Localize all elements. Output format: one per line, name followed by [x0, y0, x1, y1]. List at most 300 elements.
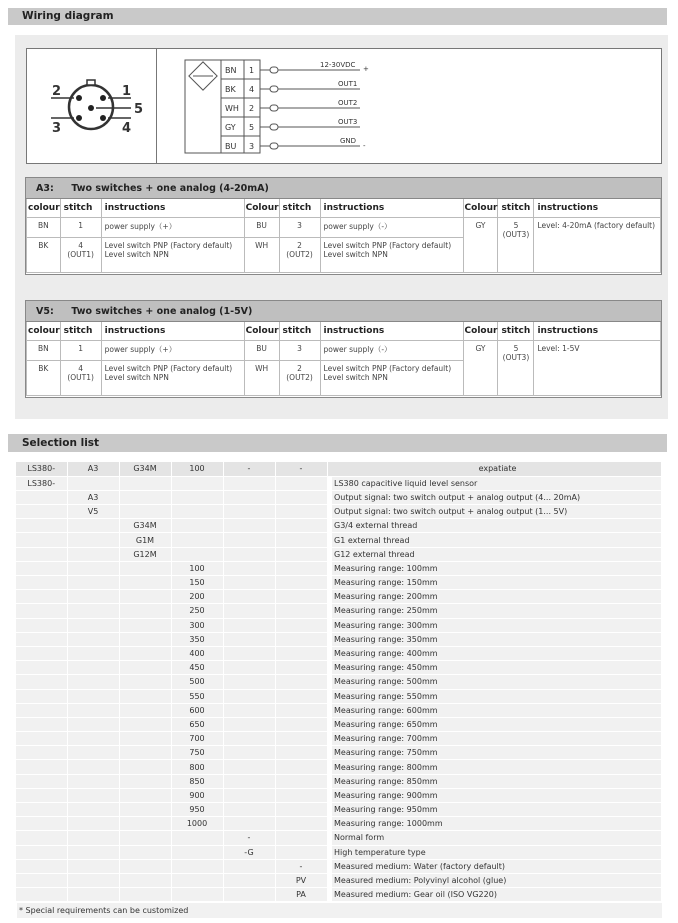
selection-row — [16, 604, 661, 618]
wire-pin-1: 1 — [249, 66, 255, 75]
selection-row — [16, 888, 661, 902]
selection-code-cell: - — [223, 462, 275, 476]
selection-code-cell — [16, 717, 67, 731]
selection-code-cell — [16, 831, 67, 845]
selection-code-cell — [275, 788, 327, 802]
selection-code-cell: 400 — [171, 646, 223, 660]
selection-code-cell — [67, 547, 119, 561]
selection-code-cell: 350 — [171, 632, 223, 646]
sensor-wiring-schematic — [180, 55, 380, 158]
selection-row — [16, 774, 661, 788]
selection-code-cell — [67, 845, 119, 859]
selection-code-cell: 200 — [171, 590, 223, 604]
cell-stitch: 1 — [60, 217, 101, 237]
selection-code-cell — [119, 873, 171, 887]
selection-code-cell — [119, 803, 171, 817]
selection-code-cell — [16, 547, 67, 561]
wiring-diagram-heading: Wiring diagram — [8, 8, 667, 25]
cell-stitch: 4 (OUT1) — [60, 237, 101, 272]
selection-code-cell — [119, 817, 171, 831]
selection-code-cell — [223, 873, 275, 887]
selection-code-cell — [119, 675, 171, 689]
cell-colour: BK — [27, 237, 61, 272]
selection-code-cell: A3 — [67, 462, 119, 476]
selection-code-cell — [67, 476, 119, 490]
wire-colour-gy: GY — [225, 123, 236, 132]
selection-code-cell — [67, 873, 119, 887]
selection-code-cell — [275, 817, 327, 831]
selection-code-cell — [67, 519, 119, 533]
selection-code-cell: 250 — [171, 604, 223, 618]
selection-code-cell — [67, 561, 119, 575]
selection-header-row — [16, 462, 661, 476]
selection-list-heading: Selection list — [8, 434, 667, 452]
col-header: stitch — [279, 322, 320, 340]
selection-code-cell — [16, 873, 67, 887]
selection-code-cell — [67, 817, 119, 831]
selection-code-cell — [67, 675, 119, 689]
selection-code-cell — [275, 561, 327, 575]
selection-code-cell — [16, 788, 67, 802]
selection-code-cell — [119, 661, 171, 675]
selection-code-cell — [223, 505, 275, 519]
selection-description-cell: High temperature type — [332, 845, 661, 859]
selection-code-cell — [223, 646, 275, 660]
selection-code-cell — [67, 788, 119, 802]
selection-code-cell — [67, 632, 119, 646]
selection-description-cell: G1 external thread — [332, 533, 661, 547]
selection-description-cell: Measuring range: 900mm — [332, 788, 661, 802]
col-header: instructions — [320, 322, 463, 340]
col-header: Colour — [244, 322, 279, 340]
selection-code-cell: G34M — [119, 519, 171, 533]
selection-code-cell — [67, 646, 119, 660]
selection-code-cell — [171, 490, 223, 504]
col-header: instructions — [534, 199, 661, 217]
selection-description-cell: Measuring range: 100mm — [332, 561, 661, 575]
selection-code-cell — [223, 618, 275, 632]
selection-code-cell — [275, 576, 327, 590]
col-header: Colour — [463, 322, 498, 340]
selection-row — [16, 646, 661, 660]
selection-description-cell: G12 external thread — [332, 547, 661, 561]
selection-description-cell: LS380 capacitive liquid level sensor — [332, 476, 661, 490]
selection-code-cell — [275, 646, 327, 660]
selection-code-cell — [275, 590, 327, 604]
selection-code-cell — [275, 717, 327, 731]
selection-row — [16, 632, 661, 646]
selection-code-cell — [223, 576, 275, 590]
wire-colour-bn: BN — [225, 66, 237, 75]
cell-instruction: power supply（-） — [320, 217, 463, 237]
selection-code-cell — [119, 590, 171, 604]
selection-description-cell: Measuring range: 750mm — [332, 746, 661, 760]
selection-row — [16, 590, 661, 604]
col-header: colour — [27, 322, 61, 340]
selection-row — [16, 803, 661, 817]
cell-instruction: power supply（-） — [320, 340, 463, 360]
cell-stitch: 3 — [279, 217, 320, 237]
selection-code-cell: -G — [223, 845, 275, 859]
selection-code-cell — [67, 604, 119, 618]
selection-code-cell — [119, 845, 171, 859]
selection-description-cell: Measuring range: 1000mm — [332, 817, 661, 831]
m12-connector-pinout — [26, 48, 157, 164]
wire-label-out3: OUT3 — [338, 118, 358, 126]
selection-code-cell — [223, 476, 275, 490]
selection-code-cell — [275, 519, 327, 533]
selection-row — [16, 760, 661, 774]
cell-colour: BK — [27, 360, 61, 395]
selection-code-cell: 100 — [171, 561, 223, 575]
selection-code-cell: 450 — [171, 661, 223, 675]
col-header: instructions — [320, 199, 463, 217]
wire-colour-bk: BK — [225, 85, 236, 94]
selection-code-cell — [67, 774, 119, 788]
selection-code-cell — [16, 561, 67, 575]
selection-code-cell — [16, 505, 67, 519]
selection-code-cell — [16, 632, 67, 646]
cell-instruction: Level: 1-5V — [534, 340, 661, 395]
selection-code-cell — [275, 632, 327, 646]
selection-code-cell — [223, 703, 275, 717]
selection-code-cell — [275, 533, 327, 547]
selection-code-cell — [67, 760, 119, 774]
selection-code-cell — [16, 689, 67, 703]
wire-colour-bu: BU — [225, 142, 237, 151]
cell-stitch: 5 (OUT3) — [498, 340, 534, 395]
selection-code-cell — [119, 746, 171, 760]
selection-description-cell: Measuring range: 200mm — [332, 590, 661, 604]
selection-code-cell: 750 — [171, 746, 223, 760]
selection-code-cell: PV — [275, 873, 327, 887]
selection-code-cell — [171, 831, 223, 845]
col-header: stitch — [498, 199, 534, 217]
selection-description-cell: Measured medium: Polyvinyl alcohol (glue) — [332, 873, 661, 887]
spec-table-v5 — [25, 300, 662, 398]
cell-stitch: 5 (OUT3) — [498, 217, 534, 272]
selection-code-cell — [223, 490, 275, 504]
selection-code-cell — [275, 604, 327, 618]
pin-label-4: 4 — [122, 121, 132, 136]
selection-row — [16, 505, 661, 519]
wire-pin-4: 4 — [249, 85, 255, 94]
selection-description-cell: Measured medium: Gear oil (ISO VG220) — [332, 888, 661, 902]
selection-code-cell — [119, 576, 171, 590]
selection-code-cell — [119, 505, 171, 519]
selection-code-cell — [16, 533, 67, 547]
selection-description-cell: Output signal: two switch output + analog output (4... 20mA) — [332, 490, 661, 504]
selection-code-cell — [16, 774, 67, 788]
selection-code-cell — [119, 703, 171, 717]
cell-colour: WH — [244, 360, 279, 395]
selection-row — [16, 703, 661, 717]
selection-code-cell — [275, 505, 327, 519]
selection-description-cell: expatiate — [332, 462, 661, 476]
selection-code-cell — [275, 774, 327, 788]
selection-code-cell: 800 — [171, 760, 223, 774]
selection-row — [16, 831, 661, 845]
selection-code-cell — [119, 717, 171, 731]
selection-code-cell: 900 — [171, 788, 223, 802]
selection-code-cell — [275, 675, 327, 689]
selection-code-cell: 550 — [171, 689, 223, 703]
selection-row — [16, 533, 661, 547]
wire-pin-5: 5 — [249, 123, 255, 132]
spec-title-text: Two switches + one analog (1-5V) — [71, 306, 253, 317]
selection-description-cell: Measuring range: 500mm — [332, 675, 661, 689]
selection-code-cell: G12M — [119, 547, 171, 561]
col-header: instructions — [101, 199, 244, 217]
selection-code-cell — [275, 803, 327, 817]
selection-code-cell — [223, 632, 275, 646]
selection-code-cell — [16, 859, 67, 873]
cell-instruction: Level switch PNP (Factory default) Level switch NPN — [320, 360, 463, 395]
cell-instruction: Level: 4-20mA (factory default) — [534, 217, 661, 272]
col-header: Colour — [244, 199, 279, 217]
selection-row — [16, 519, 661, 533]
col-header: stitch — [60, 322, 101, 340]
selection-code-cell: - — [275, 859, 327, 873]
cell-instruction: Level switch PNP (Factory default) Level switch NPN — [320, 237, 463, 272]
selection-code-cell — [119, 618, 171, 632]
spec-code: V5: — [36, 306, 54, 317]
selection-code-cell: 700 — [171, 732, 223, 746]
selection-code-cell — [67, 859, 119, 873]
selection-code-cell — [223, 661, 275, 675]
selection-code-cell: 650 — [171, 717, 223, 731]
selection-row — [16, 817, 661, 831]
spec-title — [26, 178, 661, 199]
selection-code-cell — [16, 888, 67, 902]
selection-row — [16, 576, 661, 590]
selection-code-cell — [171, 547, 223, 561]
selection-code-cell — [223, 604, 275, 618]
selection-code-cell: G34M — [119, 462, 171, 476]
col-header: instructions — [534, 322, 661, 340]
selection-code-cell — [223, 817, 275, 831]
selection-code-cell — [16, 604, 67, 618]
spec-title-text: Two switches + one analog (4-20mA) — [71, 183, 269, 194]
selection-code-cell: - — [223, 831, 275, 845]
selection-code-cell — [67, 888, 119, 902]
selection-code-cell — [67, 689, 119, 703]
selection-code-cell — [275, 476, 327, 490]
selection-code-cell — [171, 845, 223, 859]
selection-code-cell — [223, 689, 275, 703]
selection-code-cell — [223, 746, 275, 760]
selection-row — [16, 873, 661, 887]
selection-code-cell — [275, 845, 327, 859]
selection-code-cell — [67, 590, 119, 604]
selection-code-cell — [119, 788, 171, 802]
selection-code-cell — [16, 646, 67, 660]
selection-row — [16, 788, 661, 802]
selection-code-cell — [275, 490, 327, 504]
selection-code-cell — [16, 675, 67, 689]
cell-instruction: Level switch PNP (Factory default) Level switch NPN — [101, 237, 244, 272]
selection-code-cell — [119, 774, 171, 788]
selection-code-cell — [275, 831, 327, 845]
wire-pin-3: 3 — [249, 142, 255, 151]
cell-stitch: 2 (OUT2) — [279, 360, 320, 395]
selection-code-cell — [16, 590, 67, 604]
selection-code-cell — [67, 661, 119, 675]
cell-colour: BU — [244, 340, 279, 360]
selection-code-cell — [119, 561, 171, 575]
selection-row — [16, 490, 661, 504]
selection-code-cell — [171, 873, 223, 887]
selection-code-cell — [223, 888, 275, 902]
selection-code-cell — [223, 675, 275, 689]
selection-code-cell: 500 — [171, 675, 223, 689]
selection-description-cell: Measuring range: 550mm — [332, 689, 661, 703]
selection-description-cell: Measuring range: 850mm — [332, 774, 661, 788]
selection-code-cell — [67, 831, 119, 845]
wire-label-out1: OUT1 — [338, 80, 358, 88]
selection-description-cell: Measuring range: 150mm — [332, 576, 661, 590]
selection-code-cell — [16, 519, 67, 533]
selection-row — [16, 845, 661, 859]
cell-colour: WH — [244, 237, 279, 272]
selection-description-cell: Output signal: two switch output + analog output (1... 5V) — [332, 505, 661, 519]
selection-code-cell — [119, 859, 171, 873]
cell-stitch: 2 (OUT2) — [279, 237, 320, 272]
pin-label-1: 1 — [122, 84, 132, 99]
selection-description-cell: Measuring range: 950mm — [332, 803, 661, 817]
cell-stitch: 3 — [279, 340, 320, 360]
selection-code-cell: PA — [275, 888, 327, 902]
spec-code: A3: — [36, 183, 54, 194]
col-header: colour — [27, 199, 61, 217]
selection-code-cell — [275, 547, 327, 561]
selection-code-cell: 150 — [171, 576, 223, 590]
selection-code-cell — [67, 533, 119, 547]
selection-code-cell — [67, 732, 119, 746]
col-header: stitch — [60, 199, 101, 217]
selection-code-cell: 850 — [171, 774, 223, 788]
selection-description-cell: Measuring range: 700mm — [332, 732, 661, 746]
selection-code-cell — [223, 547, 275, 561]
selection-description-cell: Measuring range: 650mm — [332, 717, 661, 731]
selection-code-cell — [16, 732, 67, 746]
selection-code-cell — [223, 788, 275, 802]
custom-note: * Special requirements can be customized — [17, 903, 662, 918]
selection-code-cell — [223, 717, 275, 731]
cell-colour: BN — [27, 340, 61, 360]
selection-code-cell — [119, 646, 171, 660]
selection-code-cell — [67, 746, 119, 760]
selection-code-cell — [223, 590, 275, 604]
selection-code-cell — [119, 490, 171, 504]
selection-row — [16, 689, 661, 703]
selection-row — [16, 732, 661, 746]
selection-code-cell — [223, 732, 275, 746]
selection-code-cell: 600 — [171, 703, 223, 717]
selection-table — [16, 462, 661, 902]
selection-code-cell — [171, 519, 223, 533]
selection-description-cell: Measuring range: 350mm — [332, 632, 661, 646]
selection-code-cell — [119, 689, 171, 703]
cell-colour: GY — [463, 340, 498, 395]
selection-code-cell — [119, 732, 171, 746]
selection-code-cell — [223, 803, 275, 817]
selection-code-cell — [275, 703, 327, 717]
spec-table-a3 — [25, 177, 662, 275]
cell-colour: BU — [244, 217, 279, 237]
selection-code-cell — [275, 760, 327, 774]
cell-instruction: power supply（+） — [101, 217, 244, 237]
selection-code-cell — [16, 661, 67, 675]
wire-colour-wh: WH — [225, 104, 239, 113]
selection-code-cell — [16, 845, 67, 859]
selection-code-cell — [275, 746, 327, 760]
pin-label-5: 5 — [134, 102, 144, 117]
pin-label-3: 3 — [52, 121, 62, 136]
cell-instruction: Level switch PNP (Factory default) Level switch NPN — [101, 360, 244, 395]
cell-stitch: 1 — [60, 340, 101, 360]
wire-sign-minus: - — [363, 142, 366, 150]
selection-row — [16, 561, 661, 575]
selection-code-cell — [171, 533, 223, 547]
selection-code-cell — [275, 732, 327, 746]
wire-pin-2: 2 — [249, 104, 255, 113]
selection-code-cell — [119, 831, 171, 845]
selection-row — [16, 859, 661, 873]
selection-code-cell: V5 — [67, 505, 119, 519]
selection-row — [16, 746, 661, 760]
selection-description-cell: Measuring range: 600mm — [332, 703, 661, 717]
selection-code-cell — [16, 618, 67, 632]
cell-colour: GY — [463, 217, 498, 272]
selection-description-cell: Measuring range: 300mm — [332, 618, 661, 632]
col-header: instructions — [101, 322, 244, 340]
selection-code-cell: LS380- — [16, 476, 67, 490]
selection-code-cell — [67, 803, 119, 817]
selection-code-cell — [16, 760, 67, 774]
wire-label-out2: OUT2 — [338, 99, 358, 107]
selection-code-cell — [275, 689, 327, 703]
selection-code-cell — [171, 505, 223, 519]
col-header: stitch — [279, 199, 320, 217]
selection-code-cell — [275, 618, 327, 632]
selection-code-cell — [16, 490, 67, 504]
wire-label-supply: 12-30VDC — [320, 61, 356, 69]
selection-code-cell — [67, 703, 119, 717]
selection-row — [16, 618, 661, 632]
selection-code-cell — [171, 476, 223, 490]
selection-description-cell: Measuring range: 800mm — [332, 760, 661, 774]
selection-row — [16, 717, 661, 731]
selection-code-cell — [16, 803, 67, 817]
selection-description-cell: Measuring range: 400mm — [332, 646, 661, 660]
selection-description-cell: Measuring range: 250mm — [332, 604, 661, 618]
selection-description-cell: Normal form — [332, 831, 661, 845]
cell-stitch: 4 (OUT1) — [60, 360, 101, 395]
selection-row — [16, 476, 661, 490]
wire-sign-plus: + — [363, 65, 369, 73]
selection-code-cell: 300 — [171, 618, 223, 632]
selection-code-cell — [223, 561, 275, 575]
selection-code-cell — [119, 604, 171, 618]
selection-code-cell — [16, 576, 67, 590]
selection-code-cell — [275, 661, 327, 675]
selection-code-cell — [67, 576, 119, 590]
selection-row — [16, 661, 661, 675]
selection-code-cell — [223, 533, 275, 547]
selection-code-cell — [119, 632, 171, 646]
selection-row — [16, 675, 661, 689]
